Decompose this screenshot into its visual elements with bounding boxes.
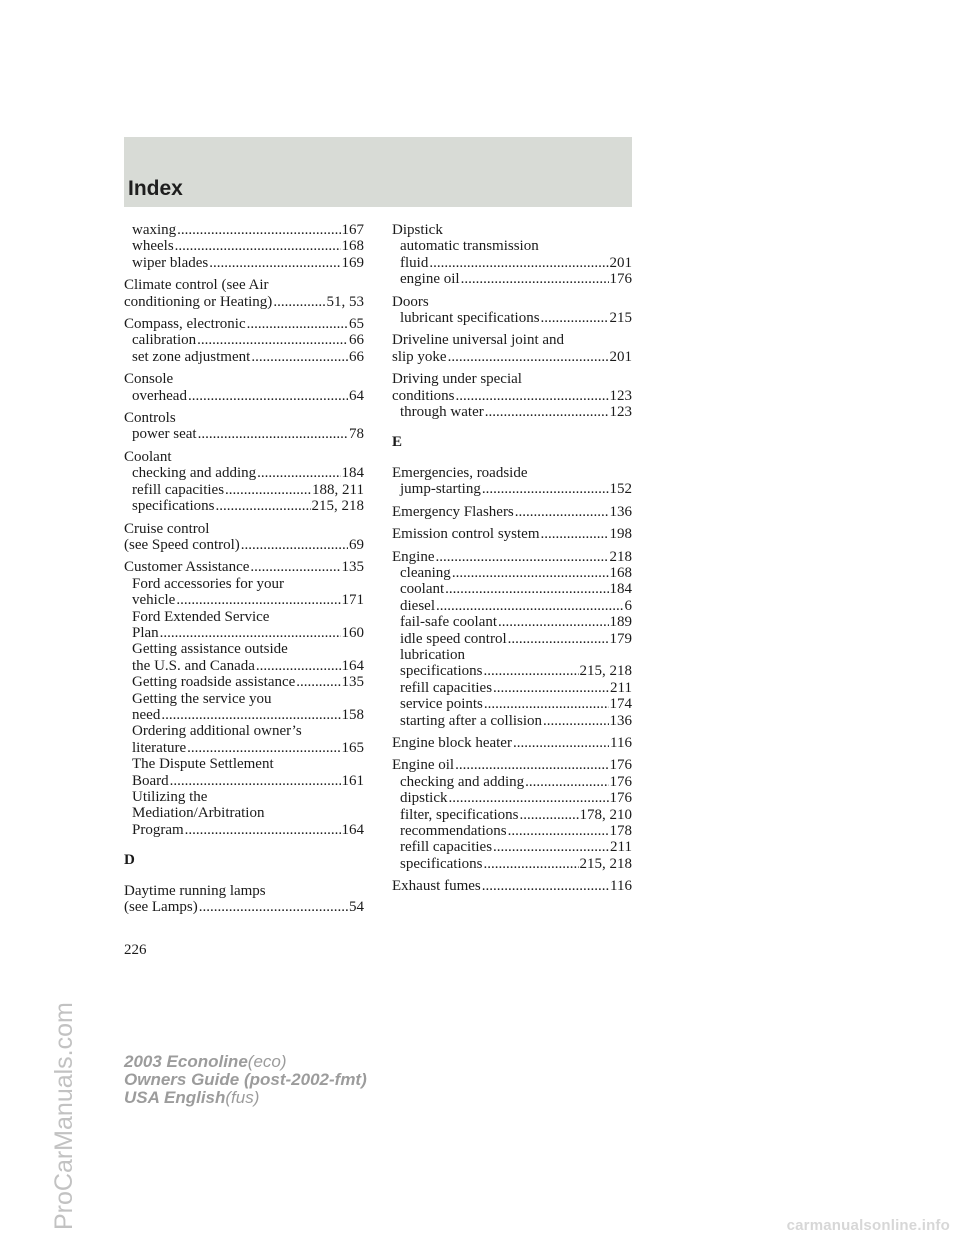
entry-text: (see Speed control) xyxy=(124,536,240,553)
footer-model-code: (eco) xyxy=(247,1052,287,1071)
entry-text: conditioning or Heating) xyxy=(124,293,273,310)
dot-leader xyxy=(541,310,609,326)
dot-leader xyxy=(461,271,609,287)
entry-page-ref: 135 xyxy=(341,674,364,691)
entry-text: power seat xyxy=(132,426,197,443)
entry-text: dipstick xyxy=(400,790,448,807)
dot-leader xyxy=(256,658,341,674)
footer-line-2 xyxy=(124,1071,367,1089)
dot-leader xyxy=(209,255,340,271)
entry-page-ref: 184 xyxy=(609,581,632,598)
index-column-left xyxy=(124,222,364,915)
dot-leader xyxy=(273,294,325,310)
dot-leader xyxy=(188,388,348,404)
index-entry xyxy=(392,371,632,420)
entry-page-ref: 167 xyxy=(341,222,364,238)
index-entry xyxy=(124,449,364,515)
index-subentry xyxy=(392,598,632,614)
index-subentry xyxy=(124,482,364,498)
watermark-text: ProCarManuals.com xyxy=(50,1002,78,1230)
index-entry-line xyxy=(392,878,632,894)
entry-text: Plan xyxy=(132,624,159,641)
index-entry xyxy=(124,222,364,271)
dot-leader xyxy=(160,625,341,641)
index-subentry xyxy=(392,807,632,823)
entry-text: Driving under special xyxy=(392,371,522,388)
index-subentry xyxy=(124,238,364,254)
dot-leader xyxy=(198,426,348,442)
index-entry-line xyxy=(392,349,632,365)
index-entry-line xyxy=(124,277,364,293)
index-entry xyxy=(392,465,632,498)
dot-leader xyxy=(176,592,340,608)
dot-leader xyxy=(175,238,341,254)
dot-leader xyxy=(508,823,609,839)
entry-text: Controls xyxy=(124,410,176,427)
index-subentry xyxy=(124,789,364,805)
entry-page-ref: 169 xyxy=(341,254,364,271)
dot-leader xyxy=(525,774,608,790)
index-entry-line xyxy=(124,294,364,310)
index-subentry xyxy=(392,581,632,597)
index-entry xyxy=(124,410,364,443)
entry-text: conditions xyxy=(392,387,455,404)
entry-text: Ford accessories for your xyxy=(132,575,285,592)
entry-text: specifications xyxy=(400,663,483,680)
entry-page-ref: 136 xyxy=(609,503,632,520)
index-subentry xyxy=(124,723,364,739)
entry-page-ref: 135 xyxy=(341,559,364,576)
dot-leader xyxy=(161,707,340,723)
entry-text: idle speed control xyxy=(400,630,507,647)
index-subentry xyxy=(124,576,364,592)
entry-text: Engine oil xyxy=(392,757,455,774)
entry-page-ref: 116 xyxy=(610,734,632,751)
dot-leader xyxy=(456,388,609,404)
dot-leader xyxy=(199,899,348,915)
entry-text: Getting the service you xyxy=(132,690,272,707)
entry-text: set zone adjustment xyxy=(132,348,251,365)
dot-leader xyxy=(241,537,348,553)
dot-leader xyxy=(170,773,341,789)
index-subentry xyxy=(124,426,364,442)
index-subentry xyxy=(392,310,632,326)
entry-text: the U.S. and Canada xyxy=(132,657,255,674)
index-subentry xyxy=(124,222,364,238)
entry-text: refill capacities xyxy=(132,481,225,498)
dot-leader xyxy=(177,222,340,238)
entry-text: refill capacities xyxy=(400,679,493,696)
entry-text: Getting assistance outside xyxy=(132,641,288,658)
dot-leader xyxy=(185,822,341,838)
entry-text: lubrication xyxy=(400,646,465,663)
index-subentry xyxy=(392,255,632,271)
index-entry xyxy=(392,878,632,894)
footer-model: 2003 Econoline xyxy=(124,1052,248,1071)
entry-text: Emergencies, roadside xyxy=(392,464,528,481)
entry-page-ref: 164 xyxy=(341,821,364,838)
entry-text: Compass, electronic xyxy=(124,316,246,333)
dot-leader xyxy=(215,498,310,514)
entry-page-ref: 218 xyxy=(609,548,632,565)
entry-text: lubricant specifications xyxy=(400,310,540,327)
header-band xyxy=(124,137,632,207)
entry-text: Engine xyxy=(392,548,435,565)
index-entry xyxy=(392,222,632,288)
entry-page-ref: 184 xyxy=(341,465,364,482)
entry-text: (see Lamps) xyxy=(124,899,198,916)
index-subentry xyxy=(124,773,364,789)
index-entry-line xyxy=(392,465,632,481)
entry-page-ref: 188, 211 xyxy=(312,481,364,498)
entry-page-ref: 198 xyxy=(609,526,632,543)
index-subentry xyxy=(392,565,632,581)
entry-text: Program xyxy=(132,821,184,838)
index-entry-line xyxy=(392,757,632,773)
entry-text: Board xyxy=(132,772,169,789)
entry-page-ref: 78 xyxy=(349,426,364,443)
dot-leader xyxy=(482,481,609,497)
dot-leader xyxy=(251,349,348,365)
dot-leader xyxy=(498,614,608,630)
entry-text: specifications xyxy=(400,855,483,872)
footer-document-info xyxy=(124,1053,367,1107)
index-subentry xyxy=(392,713,632,729)
footer-guide: Owners Guide (post-2002-fmt) xyxy=(124,1070,367,1089)
index-subentry xyxy=(124,658,364,674)
index-subentry xyxy=(124,255,364,271)
dot-leader xyxy=(543,713,608,729)
entry-text: vehicle xyxy=(132,592,176,609)
dot-leader xyxy=(541,526,609,542)
entry-text: literature xyxy=(132,739,187,756)
index-subentry xyxy=(392,839,632,855)
entry-text: refill capacities xyxy=(400,839,493,856)
footer-line-3 xyxy=(124,1089,367,1107)
index-entry-line xyxy=(124,449,364,465)
entry-page-ref: 164 xyxy=(341,657,364,674)
index-entry xyxy=(392,735,632,751)
entry-text: jump-starting xyxy=(400,481,481,498)
index-subentry xyxy=(124,592,364,608)
entry-text: Doors xyxy=(392,293,429,310)
index-subentry xyxy=(392,614,632,630)
entry-text: overhead xyxy=(132,387,187,404)
dot-leader xyxy=(247,316,348,332)
index-subentry xyxy=(392,663,632,679)
entry-page-ref: 189 xyxy=(609,614,632,631)
dot-leader xyxy=(520,807,579,823)
index-entry xyxy=(124,521,364,554)
entry-page-ref: 158 xyxy=(341,706,364,723)
entry-page-ref: 161 xyxy=(341,772,364,789)
entry-text: Daytime running lamps xyxy=(124,882,266,899)
entry-page-ref: 69 xyxy=(349,536,364,553)
entry-text: waxing xyxy=(132,222,177,238)
dot-leader xyxy=(225,482,311,498)
index-entry xyxy=(392,332,632,365)
index-subentry xyxy=(392,404,632,420)
footer-line-1 xyxy=(124,1053,367,1071)
index-entry-line xyxy=(124,316,364,332)
entry-text: The Dispute Settlement xyxy=(132,756,274,773)
entry-text: cleaning xyxy=(400,564,451,581)
index-subentry xyxy=(392,631,632,647)
index-subentry xyxy=(392,680,632,696)
dot-leader xyxy=(452,565,609,581)
entry-page-ref: 178, 210 xyxy=(579,806,632,823)
index-subentry xyxy=(392,271,632,287)
entry-page-ref: 201 xyxy=(609,348,632,365)
dot-leader xyxy=(197,332,348,348)
entry-page-ref: 168 xyxy=(609,564,632,581)
index-subentry xyxy=(124,388,364,404)
entry-text: Coolant xyxy=(124,448,172,465)
dot-leader xyxy=(484,696,609,712)
entry-text: fail-safe coolant xyxy=(400,614,498,631)
index-entry-line xyxy=(124,410,364,426)
entry-text: slip yoke xyxy=(392,348,447,365)
entry-page-ref: 178 xyxy=(609,823,632,839)
entry-text: service points xyxy=(400,696,483,713)
dot-leader xyxy=(482,878,609,894)
watermark xyxy=(20,540,78,1240)
dot-leader xyxy=(429,255,608,271)
entry-text: checking and adding xyxy=(400,773,525,790)
entry-page-ref: 176 xyxy=(609,773,632,790)
dot-leader xyxy=(483,856,578,872)
entry-page-ref: 215, 218 xyxy=(579,855,632,872)
entry-text: recommendations xyxy=(400,823,507,839)
index-subentry xyxy=(124,625,364,641)
entry-text: automatic transmission xyxy=(400,238,539,255)
entry-text: wheels xyxy=(132,238,174,255)
entry-text: Console xyxy=(124,371,174,388)
entry-text: Mediation/Arbitration xyxy=(132,805,265,822)
dot-leader xyxy=(296,674,340,690)
dot-leader xyxy=(493,839,609,855)
entry-page-ref: 176 xyxy=(609,757,632,774)
index-subentry xyxy=(124,498,364,514)
entry-page-ref: 160 xyxy=(341,624,364,641)
entry-page-ref: 176 xyxy=(609,790,632,807)
entry-page-ref: 51, 53 xyxy=(326,293,364,310)
index-subentry xyxy=(124,740,364,756)
entry-text: Emergency Flashers xyxy=(392,503,514,520)
index-subentry xyxy=(392,481,632,497)
index-entry-line xyxy=(392,222,632,238)
entry-page-ref: 136 xyxy=(609,712,632,729)
entry-page-ref: 116 xyxy=(610,878,632,895)
entry-page-ref: 176 xyxy=(609,271,632,288)
dot-leader xyxy=(449,790,609,806)
entry-text: Driveline universal joint and xyxy=(392,332,565,349)
index-subentry xyxy=(124,756,364,772)
index-entry-line xyxy=(124,371,364,387)
entry-text: calibration xyxy=(132,332,197,349)
dot-leader xyxy=(493,680,609,696)
index-entry-line xyxy=(124,521,364,537)
index-entry-line xyxy=(392,526,632,542)
entry-page-ref: 65 xyxy=(349,316,364,333)
entry-text: filter, specifications xyxy=(400,806,519,823)
entry-text: wiper blades xyxy=(132,254,209,271)
index-subentry xyxy=(124,465,364,481)
entry-page-ref: 165 xyxy=(341,739,364,756)
dot-leader xyxy=(436,598,624,614)
entry-text: specifications xyxy=(132,498,215,515)
index-letter-heading: D xyxy=(124,852,135,869)
entry-text: Customer Assistance xyxy=(124,559,250,576)
index-letter-heading: E xyxy=(392,434,403,451)
entry-page-ref: 64 xyxy=(349,387,364,404)
index-entry-line xyxy=(392,294,632,310)
dot-leader xyxy=(508,631,609,647)
entry-text: engine oil xyxy=(400,271,460,288)
entry-page-ref: 171 xyxy=(341,592,364,609)
index-subentry xyxy=(392,774,632,790)
index-entry xyxy=(392,504,632,520)
dot-leader xyxy=(455,757,608,773)
dot-leader xyxy=(436,549,609,565)
index-column-right xyxy=(392,222,632,895)
index-entry-line xyxy=(392,504,632,520)
index-entry xyxy=(124,883,364,916)
index-subentry xyxy=(124,332,364,348)
entry-page-ref: 211 xyxy=(610,839,632,856)
index-subentry xyxy=(124,609,364,625)
entry-page-ref: 152 xyxy=(609,481,632,498)
index-subentry xyxy=(124,641,364,657)
index-entry xyxy=(124,277,364,310)
index-subentry xyxy=(392,823,632,839)
entry-page-ref: 6 xyxy=(624,597,632,614)
entry-page-ref: 179 xyxy=(609,630,632,647)
site-stamp: carmanualsonline.info xyxy=(786,1217,950,1234)
entry-page-ref: 54 xyxy=(349,899,364,916)
entry-text: Getting roadside assistance xyxy=(132,674,296,691)
dot-leader xyxy=(257,465,340,481)
entry-text: Exhaust fumes xyxy=(392,878,481,895)
index-subentry xyxy=(124,707,364,723)
index-entry-line xyxy=(124,537,364,553)
entry-text: Dipstick xyxy=(392,222,443,238)
entry-text: Utilizing the xyxy=(132,789,208,805)
index-subentry xyxy=(392,238,632,254)
entry-text: diesel xyxy=(400,597,435,614)
index-entry-line xyxy=(392,735,632,751)
index-entry-line xyxy=(124,883,364,899)
dot-leader xyxy=(445,581,608,597)
entry-text: Climate control (see Air xyxy=(124,277,269,294)
page-title: Index xyxy=(128,177,183,200)
entry-page-ref: 201 xyxy=(609,254,632,271)
index-entry-line xyxy=(124,899,364,915)
index-entry xyxy=(392,294,632,327)
dot-leader xyxy=(448,349,609,365)
dot-leader xyxy=(513,735,609,751)
footer-language-code: (fus) xyxy=(225,1088,260,1107)
index-subentry xyxy=(124,805,364,821)
entry-page-ref: 215, 218 xyxy=(579,663,632,680)
entry-page-ref: 168 xyxy=(341,238,364,255)
index-subentry xyxy=(124,822,364,838)
entry-text: Engine block heater xyxy=(392,734,512,751)
index-subentry xyxy=(124,674,364,690)
index-entry-line xyxy=(392,371,632,387)
index-entry-line xyxy=(392,388,632,404)
index-subentry xyxy=(392,647,632,663)
entry-text: fluid xyxy=(400,254,429,271)
footer-language: USA English xyxy=(124,1088,226,1107)
index-subentry xyxy=(392,856,632,872)
index-entry-line xyxy=(392,549,632,565)
entry-text: coolant xyxy=(400,581,445,598)
entry-page-ref: 211 xyxy=(610,679,632,696)
dot-leader xyxy=(483,663,578,679)
entry-text: Emission control system xyxy=(392,526,540,543)
entry-page-ref: 215 xyxy=(609,310,632,327)
entry-text: checking and adding xyxy=(132,465,257,482)
dot-leader xyxy=(250,559,340,575)
page-number: 226 xyxy=(124,942,147,958)
index-entry xyxy=(124,316,364,365)
index-entry xyxy=(124,559,364,838)
entry-page-ref: 66 xyxy=(349,348,364,365)
index-entry xyxy=(124,371,364,404)
index-subentry xyxy=(124,691,364,707)
index-subentry xyxy=(392,696,632,712)
index-entry xyxy=(392,757,632,872)
entry-text: need xyxy=(132,706,161,723)
index-subentry xyxy=(124,349,364,365)
entry-page-ref: 174 xyxy=(609,696,632,713)
entry-page-ref: 215, 218 xyxy=(311,498,364,515)
dot-leader xyxy=(515,504,609,520)
dot-leader xyxy=(485,404,609,420)
index-entry-line xyxy=(392,332,632,348)
entry-text: starting after a collision xyxy=(400,712,543,729)
dot-leader xyxy=(187,740,340,756)
entry-text: Ford Extended Service xyxy=(132,608,270,625)
entry-page-ref: 66 xyxy=(349,332,364,349)
index-entry xyxy=(392,549,632,729)
index-entry-line xyxy=(124,559,364,575)
entry-text: through water xyxy=(400,404,484,421)
entry-text: Cruise control xyxy=(124,520,210,537)
index-subentry xyxy=(392,790,632,806)
entry-text: Ordering additional owner’s xyxy=(132,723,302,740)
entry-page-ref: 123 xyxy=(609,387,632,404)
index-entry xyxy=(392,526,632,542)
entry-page-ref: 123 xyxy=(609,404,632,421)
